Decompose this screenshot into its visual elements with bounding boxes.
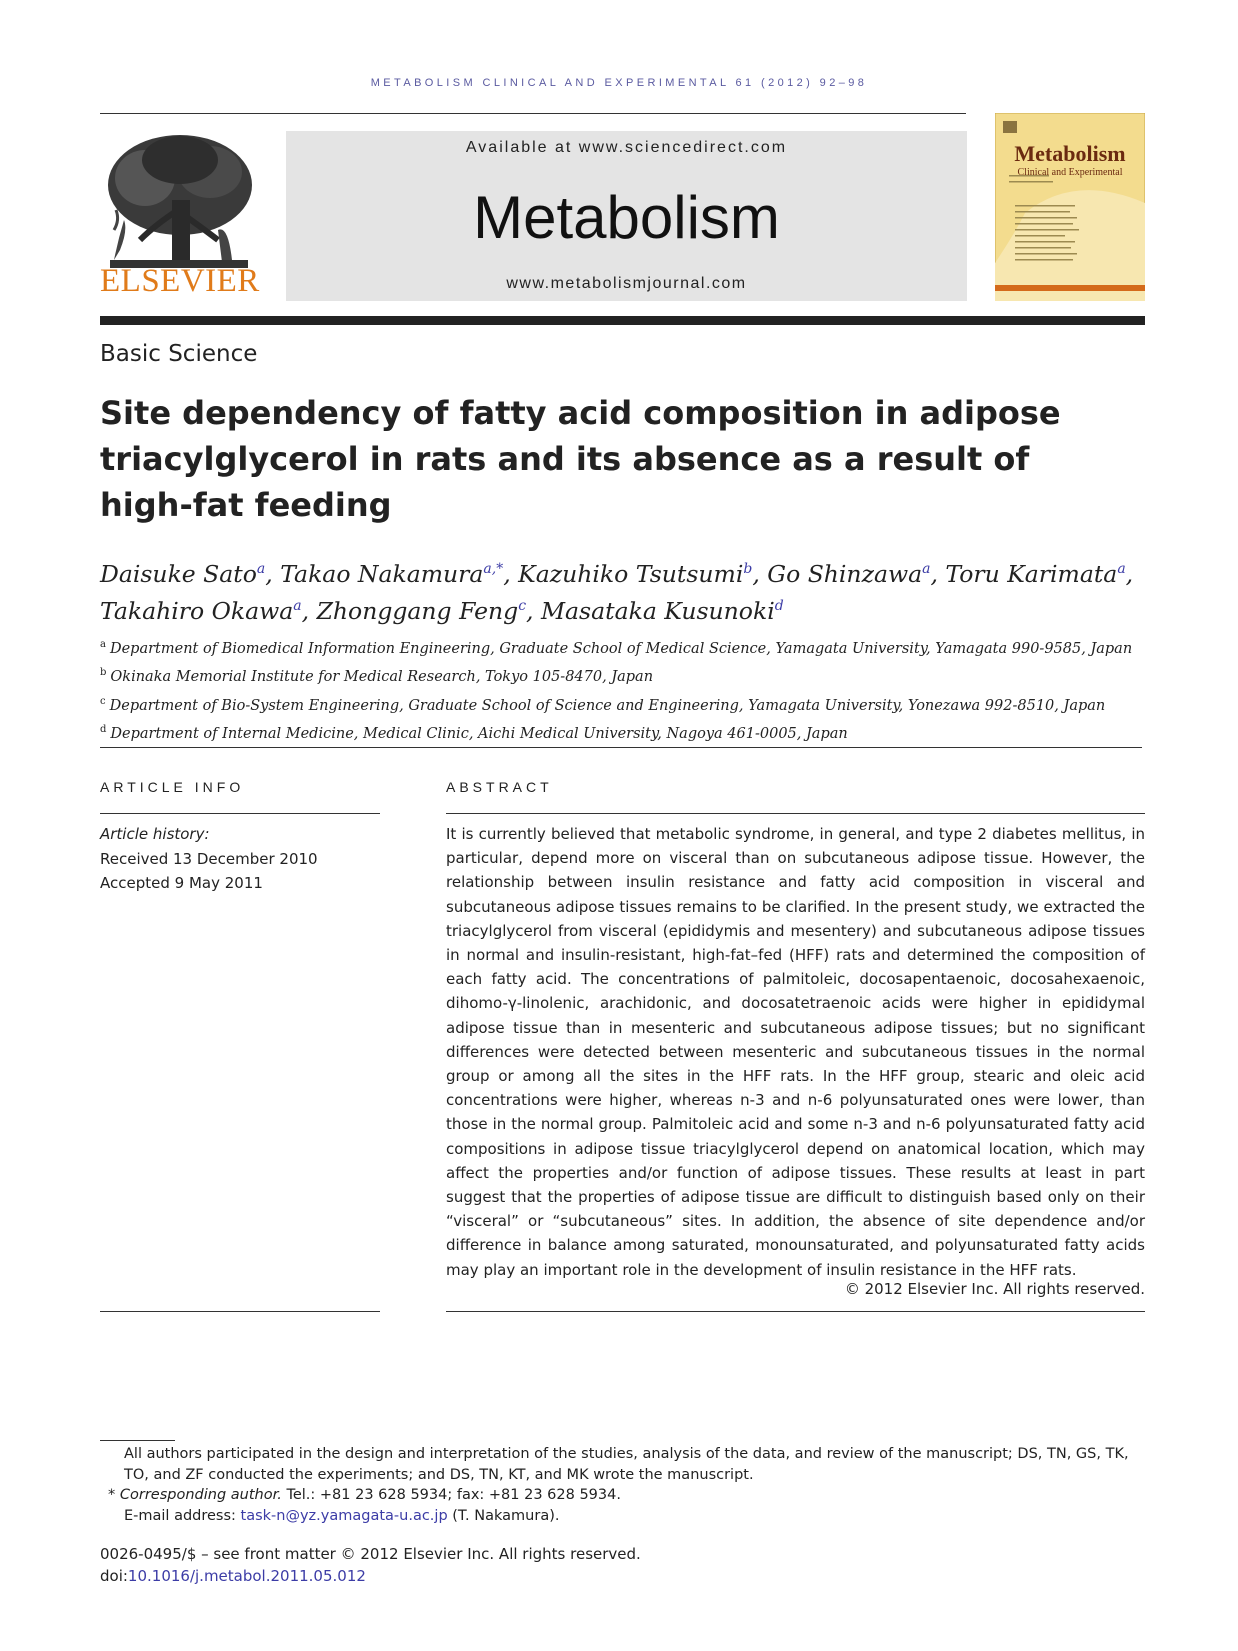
author-affiliation-mark[interactable]: a [256, 561, 266, 577]
article-info-rule-bottom [100, 1311, 380, 1312]
section-rule [100, 747, 1142, 748]
article-info-rule-top [100, 813, 380, 814]
author-name: Takahiro Okawa [100, 596, 294, 625]
received-date: Received 13 December 2010 [100, 849, 318, 868]
email-owner: (T. Nakamura). [452, 1507, 560, 1524]
accepted-date: Accepted 9 May 2011 [100, 874, 263, 892]
cover-subtitle: Clinical and Experimental [1017, 167, 1123, 178]
corresponding-label: Corresponding author. [119, 1487, 282, 1503]
affiliation-text: Department of Internal Medicine, Medical Clinic, Aichi Medical University, Nagoya 461-0005, Japan [110, 725, 848, 742]
section-label: Basic Science [100, 341, 258, 367]
footnotes [100, 1444, 1145, 1526]
author-affiliation-mark[interactable]: c [518, 597, 527, 614]
footnote-rule [100, 1440, 175, 1441]
running-head: METABOLISM CLINICAL AND EXPERIMENTAL 61 (2012) 92–98 [370, 77, 868, 89]
doi-line [100, 1565, 641, 1587]
author-separator: , [503, 559, 519, 588]
elsevier-logo-text: ELSEVIER [100, 263, 260, 299]
affiliation-mark: b [100, 667, 107, 679]
author-separator: , [1125, 559, 1134, 588]
author-name: Go Shinzawa [767, 559, 923, 588]
abstract-rule-bottom [446, 1311, 1145, 1312]
corresponding-contact: Tel.: +81 23 628 5934; fax: +81 23 628 5934. [286, 1487, 621, 1503]
email-link[interactable]: task-n@yz.yamagata-u.ac.jp [240, 1507, 448, 1524]
author-affiliation-mark[interactable]: b [743, 561, 753, 577]
issn-line: 0026-0495/$ – see front matter © 2012 Elsevier Inc. All rights reserved. [100, 1545, 641, 1563]
author-name: Toru Karimata [945, 559, 1118, 588]
affiliation-text: Department of Bio-System Engineering, Graduate School of Science and Engineering, Yamagata University, Yonezawa 992-8510, Japan [109, 697, 1106, 714]
affiliation-mark: c [100, 695, 106, 707]
affiliation-line [100, 661, 1180, 689]
affiliations [100, 633, 1180, 746]
author-separator: , [301, 596, 317, 625]
affiliation-text: Okinaka Memorial Institute for Medical Research, Tokyo 105-8470, Japan [110, 669, 654, 686]
doi-link[interactable]: 10.1016/j.metabol.2011.05.012 [127, 1567, 366, 1585]
author-name: Kazuhiko Tsutsumi [518, 559, 744, 588]
elsevier-logo [100, 130, 258, 308]
abstract-rule-top [446, 813, 1145, 814]
journal-name: Metabolism [473, 184, 780, 251]
author-affiliation-mark[interactable]: a [922, 561, 931, 577]
email-label: E-mail address: [124, 1507, 236, 1524]
available-at-text: Available at www.sciencedirect.com [465, 139, 788, 156]
affiliation-line [100, 690, 1180, 718]
doi-prefix: doi: [100, 1567, 128, 1585]
corresponding-mark: * [108, 1487, 116, 1503]
cover-title: Metabolism [1014, 141, 1126, 166]
affiliation-line [100, 718, 1180, 746]
author-separator: , [930, 559, 946, 588]
author-affiliation-mark[interactable]: a [1117, 561, 1126, 577]
author-list [100, 553, 1160, 627]
article-info-heading: ARTICLE INFO [100, 779, 245, 795]
email-note [100, 1506, 1145, 1527]
corresponding-note [100, 1485, 1145, 1506]
abstract-text: It is currently believed that metabolic syndrome, in general, and type 2 diabetes mellitus, in particular, depend more on visceral than on subcutaneous adipose tissue. However, the relationship between insulin resistance and fatty acid composition in visceral and subcutaneous adipose tissues remains to be clarified. In the present study, we extracted the triacylglycerol from visceral (epididymis and mesentery) and subcutaneous adipose tissues in normal and insulin-resistant, high-fat–fed (HFF) rats and determined the composition of each fatty acid. The concentrations of palmitoleic, docosapentaenoic, docosahexaenoic, dihomo-γ-linolenic, arachidonic, and docosatetraenoic acids were higher in epididymal adipose tissue than in mesenteric and subcutaneous adipose tissues; but no significant differences were detected between mesenteric and subcutaneous tissues in the normal group or among all the sites in the HFF rats. In the HFF group, stearic and oleic acid concentrations were higher, whereas n-3 and n-6 polyunsaturated ones were lower, than those in the normal group. Palmitoleic acid and some n-3 and n-6 polyunsaturated fatty acid compositions in adipose tissue triacylglycerol depend on anatomical location, which may affect the properties and/or function of adipose tissues. These results at least in part suggest that the properties of adipose tissue are difficult to distinguish based only on their “visceral” or “subcutaneous” sites. In addition, the absence of site dependence and/or difference in balance among saturated, monounsaturated, and polyunsaturated fatty acids may play an important role in the development of insulin resistance in the HFF rats. [446, 825, 1145, 1279]
author-separator: , [265, 559, 281, 588]
header-thick-rule [100, 316, 1145, 325]
author-affiliation-mark[interactable]: a,* [483, 561, 504, 577]
history-label: Article history: [100, 825, 210, 843]
author-name: Masataka Kusunoki [540, 596, 775, 625]
affiliation-mark: a [100, 639, 106, 650]
front-matter-info [100, 1543, 641, 1587]
journal-cover [995, 113, 1145, 301]
author-name: Takao Nakamura [280, 559, 484, 588]
affiliation-line [100, 633, 1180, 661]
article-title: Site dependency of fatty acid composition in adipose triacylglycerol in rats and its absence as a result of high-fat feeding [100, 394, 1061, 524]
affiliation-text: Department of Biomedical Information Engineering, Graduate School of Medical Science, Yamagata University, Yamagata 990-9585, Japan [109, 640, 1133, 657]
contributions-note: All authors participated in the design and interpretation of the studies, analysis of the data, and review of the manuscript; DS, TN, GS, TK, TO, and ZF conducted the experiments; and DS, TN, KT, and MK wrote the manuscript. [124, 1446, 1129, 1483]
author-separator: , [752, 559, 768, 588]
journal-banner [286, 131, 967, 301]
affiliation-mark: d [100, 723, 107, 735]
abstract-copyright: © 2012 Elsevier Inc. All rights reserved. [844, 1280, 1145, 1298]
journal-url: www.metabolismjournal.com [506, 275, 747, 292]
author-separator: , [526, 596, 541, 625]
article-history [100, 822, 318, 896]
author-name: Daisuke Sato [100, 559, 257, 588]
abstract-heading: ABSTRACT [446, 779, 553, 795]
author-name: Zhonggang Feng [316, 596, 519, 625]
top-rule [100, 113, 966, 114]
author-affiliation-mark[interactable]: a [293, 597, 302, 614]
author-affiliation-mark[interactable]: d [774, 597, 784, 614]
